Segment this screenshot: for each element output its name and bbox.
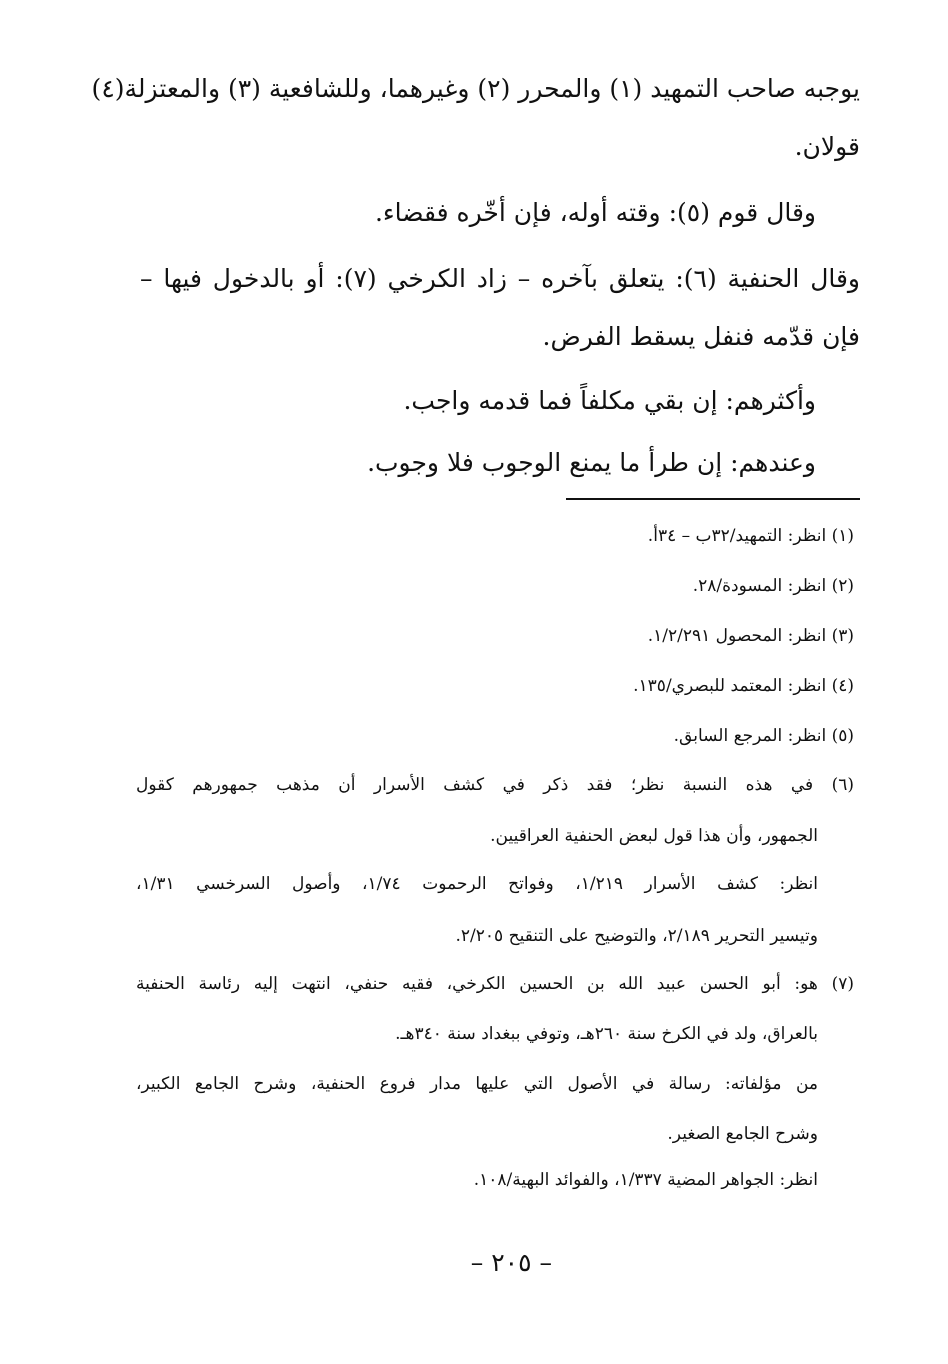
footnote-7-line-4: وشرح الجامع الصغير. [667,1124,818,1144]
paragraph-3-line-1: وقال الحنفية (٦): يتعلق بآخره – زاد الكرخي (٧): أو بالدخول فيها – [140,264,860,293]
footnote-2: (٢) انظر: المسودة/٢٨. [692,576,854,596]
footnote-4: (٤) انظر: المعتمد للبصري/١٣٥. [633,676,854,696]
paragraph-2: وقال قوم (٥): وقته أوله، فإن أخّره فقضاء. [374,198,816,227]
footnote-7-line-2: بالعراق، ولد في الكرخ سنة ٢٦٠هـ، وتوفي ببغداد سنة ٣٤٠هـ. [395,1024,818,1044]
footnote-1: (١) انظر: التمهيد/٣٢ب – ٣٤أ. [647,526,854,546]
paragraph-1-line-1: يوجبه صاحب التمهيد (١) والمحرر (٢) وغيرهما، وللشافعية (٣) والمعتزلة(٤) [91,74,860,103]
page-number: – ٢٠٥ – [470,1248,552,1277]
footnote-separator [566,498,860,500]
footnote-6-line-1: (٦) في هذه النسبة نظر؛ فقد ذكر في كشف الأسرار أن مذهب جمهورهم كقول [136,775,854,795]
paragraph-3-line-2: فإن قدّمه فنفل يسقط الفرض. [542,322,860,351]
footnote-6-line-3: انظر: كشف الأسرار ١/٢١٩، وفواتح الرحموت ١/٧٤، وأصول السرخسي ١/٣١، [136,874,818,894]
footnote-6-line-4: وتيسير التحرير ٢/١٨٩، والتوضيح على التنقيح ٢/٢٠٥. [455,926,818,946]
footnote-5: (٥) انظر: المرجع السابق. [673,726,854,746]
paragraph-4: وأكثرهم: إن بقي مكلفاً فما قدمه واجب. [403,386,816,415]
footnote-6-line-2: الجمهور، وأن هذا قول لبعض الحنفية العراقيين. [490,826,818,846]
footnote-3: (٣) انظر: المحصول ١/٢/٢٩١. [647,626,854,646]
footnote-7-line-3: من مؤلفاته: رسالة في الأصول التي عليها مدار فروع الحنفية، وشرح الجامع الكبير، [136,1074,818,1094]
paragraph-1-line-2: قولان. [794,132,860,161]
footnote-7-line-1: (٧) هو: أبو الحسن عبيد الله بن الحسين الكرخي، فقيه حنفي، انتهت إليه رئاسة الحنفية [136,974,854,994]
paragraph-5: وعندهم: إن طرأ ما يمنع الوجوب فلا وجوب. [367,448,816,477]
footnote-7-line-5: انظر: الجواهر المضية ١/٣٣٧، والفوائد البهية/١٠٨. [473,1170,818,1190]
